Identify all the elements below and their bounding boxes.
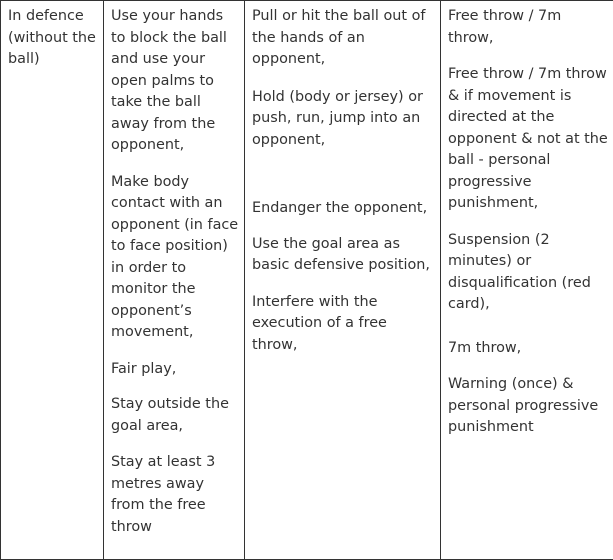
penalty-item: Suspension (2 minutes) or disqualification (red card),: [448, 230, 608, 316]
allowed-item: Use your hands to block the ball and use your open palms to take the ball away from the opponent,: [111, 6, 239, 157]
allowed-item: Stay outside the goal area,: [111, 394, 239, 437]
not-allowed-item: Hold (body or jersey) or push, run, jump into an opponent,: [252, 87, 435, 152]
situation-text: In defence (without the ball): [8, 6, 98, 71]
penalty-item: Free throw / 7m throw & if movement is directed at the opponent & not at the ball - personal progressive punishment,: [448, 64, 608, 215]
allowed-cell: [104, 1, 245, 560]
not-allowed-item: Interfere with the execution of a free throw,: [252, 292, 435, 357]
not-allowed-item: Pull or hit the ball out of the hands of an opponent,: [252, 6, 435, 71]
not-allowed-item: Use the goal area as basic defensive position,: [252, 234, 435, 277]
not-allowed-item: Endanger the opponent,: [252, 198, 435, 220]
not-allowed-cell: [245, 1, 441, 560]
allowed-item: Fair play,: [111, 359, 239, 381]
penalty-item: Free throw / 7m throw,: [448, 6, 608, 49]
penalty-item: Warning (once) & personal progressive punishment: [448, 374, 608, 439]
penalty-item: 7m throw,: [448, 338, 608, 360]
table-row: [1, 1, 613, 560]
allowed-item: Stay at least 3 metres away from the free throw: [111, 452, 239, 538]
penalty-cell: [441, 1, 613, 560]
allowed-item: Make body contact with an opponent (in face to face position) in order to monitor the opponent’s movement,: [111, 172, 239, 344]
situation-cell: [1, 1, 104, 560]
